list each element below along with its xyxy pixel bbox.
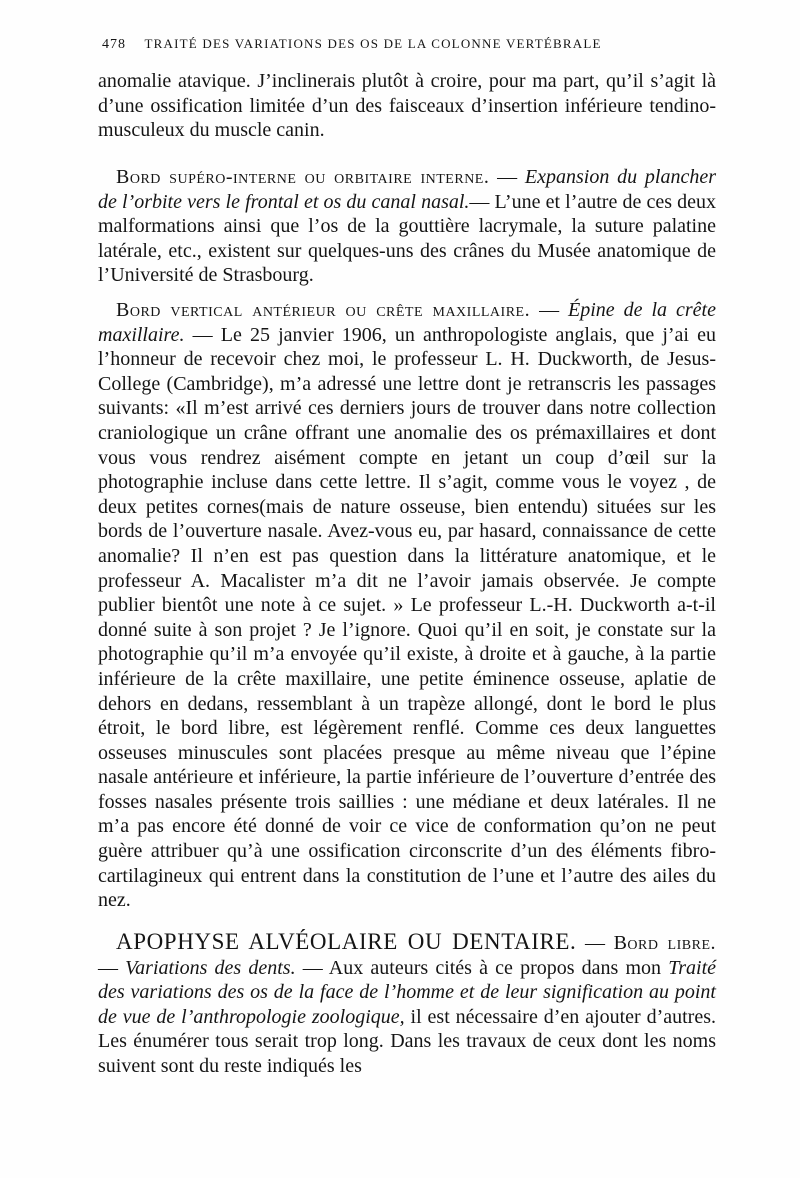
dash: — (530, 299, 569, 321)
paragraph-text: anomalie atavique. J’inclinerais plutôt à croire, pour ma part, qu’il s’agit là d’une ossification limitée d’un des faisceaux d’insertion inférieure tendino-musculeux du muscle canin. (98, 70, 716, 142)
paragraph-text: — L’une et l’autre de ces deux malformations ainsi que l’os de la gouttière lacrymale, la suture palatine latérale, etc., existent sur quelques-uns des crânes du Musée anatomique de l’Université de Strasbourg. (98, 190, 716, 287)
paragraph-orbital-border (98, 165, 716, 288)
book-title: Traité des variations des os de la face de l’homme et de leur signification au point de vue de l’anthropologie zoologique, (98, 956, 716, 1028)
section-heading: Bord vertical antérieur ou crête maxillaire. (116, 299, 531, 321)
section-subheading: Épine de la crête maxillaire. (98, 299, 716, 346)
section-subheading: Expansion du plancher de l’orbite vers le frontal et os du canal nasal. (98, 166, 716, 213)
paragraph-text: — Aux auteurs cités à ce propos dans mon (295, 956, 669, 979)
paragraph-maxillary-crest (98, 298, 716, 913)
section-subheading: Variations des dents. (125, 956, 296, 979)
paragraph-continuation (98, 69, 716, 143)
section-heading: Bord supéro-interne ou orbitaire interne. (116, 166, 490, 188)
dash: — (98, 956, 126, 979)
section-heading: Bord libre. (613, 932, 716, 954)
page-number: 478 (102, 37, 126, 52)
chapter-heading: APOPHYSE ALVÉOLAIRE OU DENTAIRE. (116, 929, 577, 954)
paragraph-alveolar-process (98, 930, 716, 1079)
dash: — (489, 166, 525, 188)
running-title: TRAITÉ DES VARIATIONS DES OS DE LA COLONNE VERTÉBRALE (144, 36, 602, 51)
running-header (102, 36, 672, 53)
dash: — (576, 932, 614, 954)
paragraph-text: — Le 25 janvier 1906, un anthropologiste anglais, que j’ai eu l’honneur de recevoir chez moi, le professeur L. H. Duckworth, de Jesus-College (Cambridge), m’a adressé une lettre dont je retranscris les passages suivants: «Il m’est arrivé ces derniers jours de trouver dans notre collection craniologique un crâne offrant une anomalie des os prémaxillaires et dont vous vous rendrez aisément compte en jetant un coup d’œil sur la photographie incluse dans cette lettre. Il s’agit, comme vous le voyez , de deux petites cornes(mais de nature osseuse, bien entendu) situées sur les bords de l’ouverture nasale. Avez-vous eu, par hasard, connaissance de cette anomalie? Il n’en est pas question dans la littérature anatomique, et le professeur A. Macalister m’a dit ne l’avoir jamais observée. Je compte publier bientôt une note à ce sujet. » Le professeur L.-H. Duckworth a-t-il donné suite à son projet ? Je l’ignore. Quoi qu’il en soit, je constate sur la photographie qu’il m’a envoyée qu’il existe, à droite et à gauche, à la partie inférieure de la crête maxillaire, une petite éminence osseuse, aplatie de dehors en dedans, ressemblant à un trapèze allongé, dont le bord le plus étroit, le bord libre, est légèrement renflé. Comme ces deux languettes osseuses minuscules sont placées presque au même niveau que l’épine nasale antérieure et inférieure, la partie inférieure de l’ouverture d’entrée des fosses nasales présente trois saillies : une médiane et deux latérales. Il ne m’a pas encore été donné de voir ce vice de conformation qu’on ne peut guère attribuer qu’à une ossification circonscrite d’un des éléments fibro-cartilagineux qui entrent dans la constitution de l’une et l’autre des ailes du nez. (98, 323, 716, 912)
paragraph-text: il est nécessaire d’en ajouter d’autres. Les énumérer tous serait trop long. Dans les travaux de ceux dont les noms suivent sont du reste indiqués les (98, 1005, 716, 1077)
